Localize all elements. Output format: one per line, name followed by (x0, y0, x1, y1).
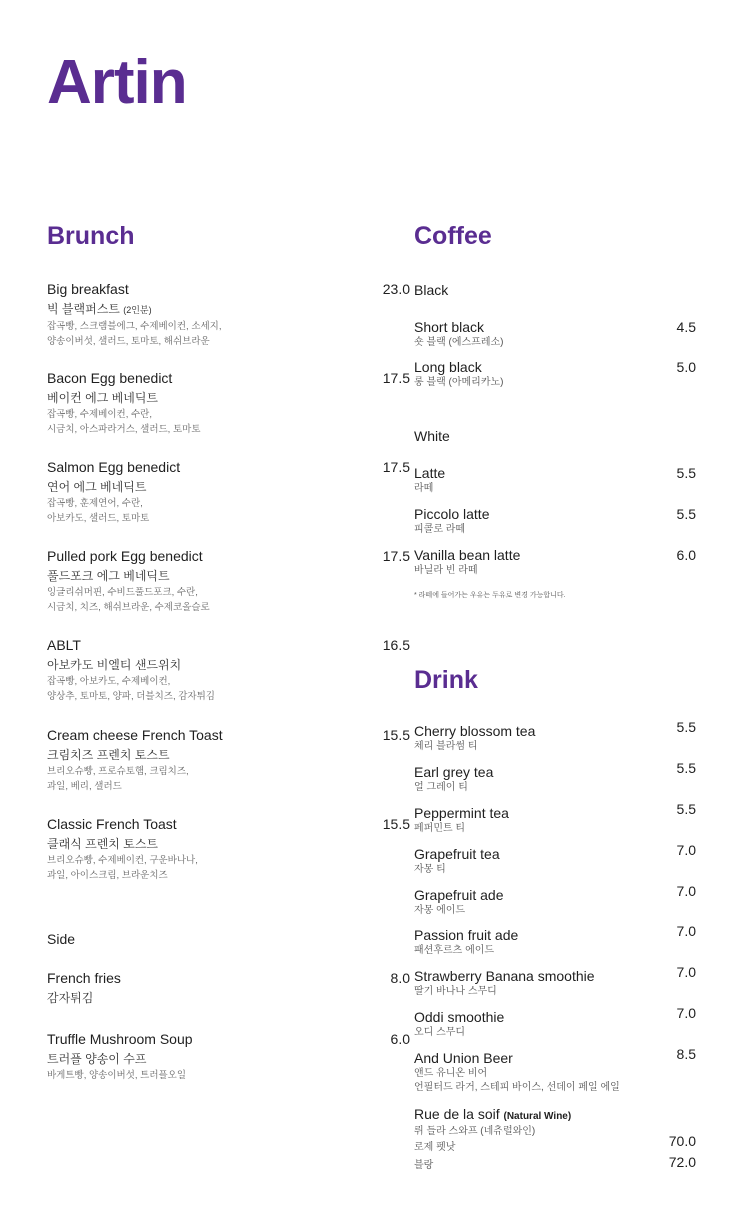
item-name: Rue de la soif (Natural Wine) (414, 1106, 572, 1122)
item-name-korean: 피콜로 라떼 (414, 524, 466, 535)
item-name: ABLT (47, 637, 81, 653)
item-name: Salmon Egg benedict (47, 459, 181, 475)
menu-item (414, 968, 595, 999)
wine-blanc: 블랑 (414, 1160, 434, 1171)
menu-item (47, 970, 121, 1007)
black-subtitle: Black (414, 282, 449, 298)
item-price: 5.5 (676, 465, 696, 481)
item-name-korean: 바닐라 빈 라떼 (414, 565, 478, 576)
item-price: 23.0 (382, 281, 410, 297)
item-name: Grapefruit ade (414, 887, 504, 903)
menu-item (47, 281, 222, 349)
item-price: 7.0 (676, 923, 696, 939)
item-name: Passion fruit ade (414, 927, 519, 943)
item-description: 잡곡빵, 스크램블에그, 수제베이컨, 소세지, (47, 321, 222, 332)
item-description: 브리오슈빵, 수제베이컨, 구운바나나, (47, 855, 198, 866)
menu-item (414, 723, 535, 754)
item-name-korean: 자몽 티 (414, 864, 446, 875)
menu-item (414, 1050, 620, 1095)
item-name: And Union Beer (414, 1050, 513, 1066)
item-name-korean: 아보카도 비엘티 샌드위치 (47, 658, 182, 672)
item-name: Bacon Egg benedict (47, 370, 173, 386)
item-name-korean: 베이컨 에그 베네딕트 (47, 391, 158, 405)
item-name-korean: 딸기 바나나 스무디 (414, 986, 497, 997)
side-title: Side (47, 931, 76, 947)
item-description: 양상추, 토마토, 양파, 더블치즈, 감자튀김 (47, 691, 215, 702)
item-name: Truffle Mushroom Soup (47, 1031, 193, 1047)
item-price: 4.5 (676, 319, 696, 335)
item-price: 15.5 (382, 816, 410, 832)
item-description: 잡곡빵, 훈제연어, 수란, (47, 498, 143, 509)
item-description: 브리오슈빵, 프로슈토햄, 크림치즈, (47, 766, 189, 777)
menu-item (414, 465, 445, 496)
brand-logo: Artin (47, 48, 187, 117)
item-description: 잡곡빵, 수제베이컨, 수란, (47, 409, 152, 420)
menu-item (414, 927, 518, 958)
item-name: Classic French Toast (47, 816, 177, 832)
item-name: Peppermint tea (414, 805, 509, 821)
item-name-korean: 오디 스무디 (414, 1027, 466, 1038)
item-name-korean: 롱 블랙 (아메리카노) (414, 377, 504, 388)
item-price: 7.0 (676, 883, 696, 899)
item-description: 언필터드 라거, 스테피 바이스, 선데이 페일 에일 (414, 1082, 620, 1093)
item-name: Oddi smoothie (414, 1009, 505, 1025)
item-price: 8.0 (390, 970, 410, 986)
item-name-korean: 풀드포크 에그 베네딕트 (47, 569, 170, 583)
item-description: 양송이버섯, 샐러드, 토마토, 해쉬브라운 (47, 336, 210, 347)
item-description: 아보카도, 샐러드, 토마토 (47, 513, 150, 524)
menu-item (414, 359, 504, 390)
menu-item (47, 816, 198, 883)
item-price: 5.5 (676, 801, 696, 817)
item-description: 시금치, 치즈, 해쉬브라운, 수제코올슬로 (47, 602, 210, 613)
coffee-title: Coffee (414, 222, 492, 250)
menu-item (414, 887, 504, 918)
item-name: Short black (414, 319, 485, 335)
item-price: 6.0 (390, 1031, 410, 1047)
menu-item (47, 1031, 193, 1083)
item-name-korean: 클래식 프렌치 토스트 (47, 837, 158, 851)
item-name: Latte (414, 465, 446, 481)
item-name-korean: 숏 블랙 (에스프레소) (414, 337, 504, 348)
menu-item (47, 548, 210, 615)
item-name-korean: 감자튀김 (47, 991, 94, 1005)
menu-item (414, 1009, 504, 1040)
item-name-korean: 연어 에그 베네딕트 (47, 480, 147, 494)
item-price: 15.5 (382, 727, 410, 743)
item-name: Grapefruit tea (414, 846, 500, 862)
item-price: 17.5 (382, 370, 410, 386)
item-name: Cream cheese French Toast (47, 727, 223, 743)
item-name-korean: 체리 블라썸 티 (414, 741, 478, 752)
item-name: Cherry blossom tea (414, 723, 536, 739)
milk-note: * 라떼에 들어가는 우유는 두유로 변경 가능합니다. (414, 592, 566, 599)
item-name: Strawberry Banana smoothie (414, 968, 595, 984)
menu-item (414, 846, 500, 877)
item-name-korean: 얼 그레이 티 (414, 782, 468, 793)
item-name: Pulled pork Egg benedict (47, 548, 203, 564)
white-subtitle: White (414, 428, 450, 444)
item-price: 7.0 (676, 1005, 696, 1021)
item-price: 8.5 (676, 1046, 696, 1062)
item-description: 시금치, 아스파라거스, 샐러드, 토마토 (47, 424, 201, 435)
item-name: French fries (47, 970, 121, 986)
menu-item (47, 727, 223, 794)
menu-item (47, 459, 180, 526)
item-price: 7.0 (676, 964, 696, 980)
item-price: 17.5 (382, 459, 410, 475)
item-description: 과일, 아이스크림, 브라운치즈 (47, 870, 168, 881)
menu-item (414, 547, 520, 578)
item-price: 72.0 (668, 1154, 696, 1170)
item-name: Piccolo latte (414, 506, 490, 522)
menu-item (414, 506, 489, 537)
item-price: 70.0 (668, 1133, 696, 1149)
item-name-korean: 페퍼민트 티 (414, 823, 466, 834)
menu-item (414, 319, 504, 350)
item-name: Big breakfast (47, 281, 129, 297)
item-name-korean: 패션후르츠 에이드 (414, 945, 495, 956)
item-price: 5.5 (676, 719, 696, 735)
brunch-title: Brunch (47, 222, 135, 250)
item-price: 5.0 (676, 359, 696, 375)
item-name-korean: 크림치즈 프렌치 토스트 (47, 748, 170, 762)
item-name-korean: 라떼 (414, 483, 434, 494)
item-name-korean: 앤드 유니온 비어 (414, 1068, 488, 1079)
menu-item (414, 764, 493, 795)
menu-item (414, 805, 509, 836)
item-name-korean: 뤼 들라 스와프 (네츄럴와인) (414, 1126, 536, 1137)
menu-item (414, 1106, 571, 1173)
item-price: 5.5 (676, 506, 696, 522)
item-name: Vanilla bean latte (414, 547, 521, 563)
item-description: 잡곡빵, 아보카도, 수제베이컨, (47, 676, 171, 687)
item-price: 17.5 (382, 548, 410, 564)
item-price: 5.5 (676, 760, 696, 776)
wine-rose: 로제 펫낫 (414, 1142, 456, 1153)
menu-item (47, 370, 201, 437)
item-description: 바게트빵, 양송이버섯, 트러플오일 (47, 1070, 187, 1081)
item-price: 6.0 (676, 547, 696, 563)
item-name-korean: 자몽 에이드 (414, 905, 466, 916)
item-name-korean: 빅 블랙퍼스트 (2인분) (47, 302, 152, 316)
item-name-korean: 트러플 양송이 수프 (47, 1052, 147, 1066)
item-price: 16.5 (382, 637, 410, 653)
item-description: 과일, 베리, 샐러드 (47, 781, 122, 792)
item-price: 7.0 (676, 842, 696, 858)
item-name: Long black (414, 359, 482, 375)
item-name: Earl grey tea (414, 764, 494, 780)
item-description: 잉글리쉬머핀, 수비드풀드포크, 수란, (47, 587, 198, 598)
drink-title: Drink (414, 666, 478, 694)
menu-item (47, 637, 215, 704)
